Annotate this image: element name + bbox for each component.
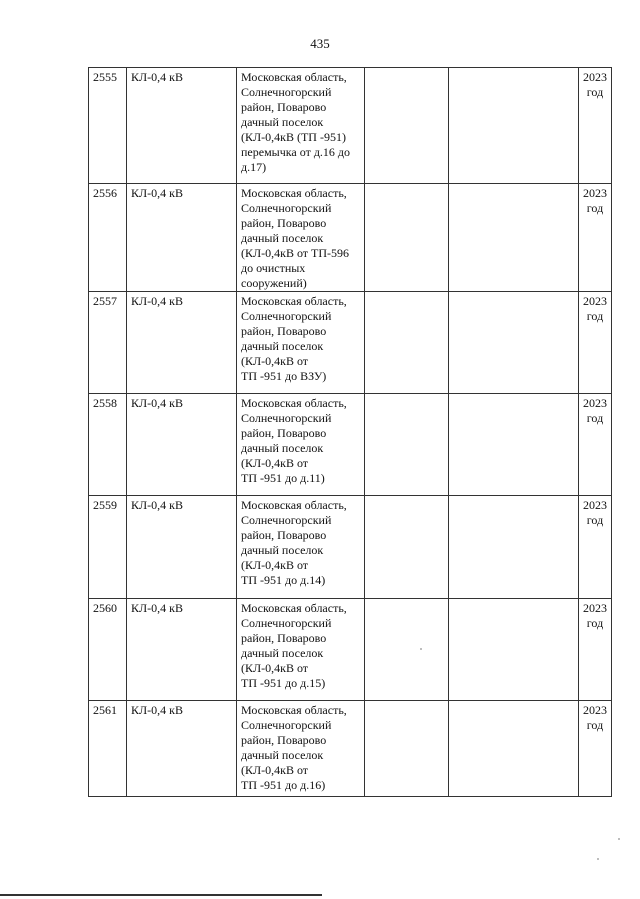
address-line: дачный поселок [241,646,324,660]
address-cell [237,292,365,394]
row-number-cell: 2556 [89,184,127,292]
address-line: Солнечногорский [241,411,332,425]
address-line: ТП -951 до д.11) [241,471,325,485]
empty-cell [365,701,449,797]
table-row [89,496,612,599]
table-row [89,68,612,184]
address-line: ТП -951 до д.16) [241,778,326,792]
address-line: (КЛ-0,4кВ от [241,456,309,470]
empty-cell [365,68,449,184]
table-row [89,701,612,797]
line-type-cell: КЛ-0,4 кВ [127,184,237,292]
address-cell [237,184,365,292]
address-line: Солнечногорский [241,309,332,323]
register-table [88,67,612,797]
address-line: Московская область, [241,703,347,717]
address-line: (КЛ-0,4кВ (ТП -951) [241,130,346,144]
year-line: год [586,201,604,215]
address-line: (КЛ-0,4кВ от [241,661,309,675]
empty-cell [365,184,449,292]
address-line: Московская область, [241,294,347,308]
row-number-cell: 2561 [89,701,127,797]
address-line: район, Поварово [241,426,327,440]
table-row [89,394,612,496]
address-line: район, Поварово [241,216,327,230]
address-line: ТП -951 до ВЗУ) [241,369,327,383]
address-line: Московская область, [241,396,347,410]
address-line: район, Поварово [241,324,327,338]
address-cell [237,599,365,701]
line-type-cell: КЛ-0,4 кВ [127,394,237,496]
row-number-cell: 2555 [89,68,127,184]
empty-cell [449,701,579,797]
year-line: год [586,616,604,630]
scan-speck [597,858,599,860]
line-type-cell: КЛ-0,4 кВ [127,496,237,599]
year-line: год [586,513,604,527]
year-cell [579,394,612,496]
address-line: район, Поварово [241,100,327,114]
year-line: год [586,85,604,99]
scan-speck [420,648,422,650]
address-line: Московская область, [241,498,347,512]
empty-cell [449,394,579,496]
year-line: 2023 [583,703,607,717]
address-line: дачный поселок [241,231,324,245]
line-type-cell: КЛ-0,4 кВ [127,68,237,184]
year-line: год [586,718,604,732]
address-line: Московская область, [241,601,347,615]
scan-edge-line [0,894,322,896]
address-cell [237,496,365,599]
address-line: Московская область, [241,70,347,84]
table-row [89,184,612,292]
page-number: 435 [310,36,330,51]
empty-cell [449,184,579,292]
address-cell [237,68,365,184]
year-cell [579,184,612,292]
address-line: (КЛ-0,4кВ от [241,354,309,368]
register-table-body [89,68,612,797]
address-cell [237,394,365,496]
empty-cell [449,599,579,701]
year-line: 2023 [583,601,607,615]
empty-cell [449,292,579,394]
address-line: ТП -951 до д.14) [241,573,326,587]
address-line: дачный поселок [241,441,324,455]
line-type-cell: КЛ-0,4 кВ [127,701,237,797]
year-cell [579,599,612,701]
year-cell [579,701,612,797]
year-line: 2023 [583,294,607,308]
year-cell [579,292,612,394]
year-line: 2023 [583,396,607,410]
address-line: Солнечногорский [241,616,332,630]
year-line: 2023 [583,70,607,84]
empty-cell [365,496,449,599]
year-line: 2023 [583,498,607,512]
address-line: Солнечногорский [241,513,332,527]
row-number-cell: 2558 [89,394,127,496]
year-line: год [586,411,604,425]
address-line: дачный поселок [241,543,324,557]
address-line: дачный поселок [241,115,324,129]
address-line: (КЛ-0,4кВ от ТП-596 [241,246,350,260]
address-line: Московская область, [241,186,347,200]
scan-speck [618,838,620,840]
empty-cell [365,292,449,394]
address-line: Солнечногорский [241,718,332,732]
address-line: Солнечногорский [241,201,332,215]
address-line: (КЛ-0,4кВ от [241,558,309,572]
address-line: до очистных [241,261,306,275]
year-cell [579,68,612,184]
address-line: район, Поварово [241,528,327,542]
empty-cell [365,599,449,701]
year-line: год [586,309,604,323]
address-line: сооружений) [241,276,307,290]
line-type-cell: КЛ-0,4 кВ [127,292,237,394]
address-line: ТП -951 до д.15) [241,676,326,690]
address-line: район, Поварово [241,733,327,747]
address-line: Солнечногорский [241,85,332,99]
empty-cell [365,394,449,496]
row-number-cell: 2560 [89,599,127,701]
table-row [89,292,612,394]
address-line: дачный поселок [241,339,324,353]
table-row [89,599,612,701]
year-line: 2023 [583,186,607,200]
address-line: дачный поселок [241,748,324,762]
empty-cell [449,68,579,184]
address-line: район, Поварово [241,631,327,645]
address-cell [237,701,365,797]
row-number-cell: 2557 [89,292,127,394]
address-line: (КЛ-0,4кВ от [241,763,309,777]
address-line: перемычка от д.16 до [241,145,351,159]
year-cell [579,496,612,599]
address-line: д.17) [241,160,267,174]
row-number-cell: 2559 [89,496,127,599]
line-type-cell: КЛ-0,4 кВ [127,599,237,701]
empty-cell [449,496,579,599]
